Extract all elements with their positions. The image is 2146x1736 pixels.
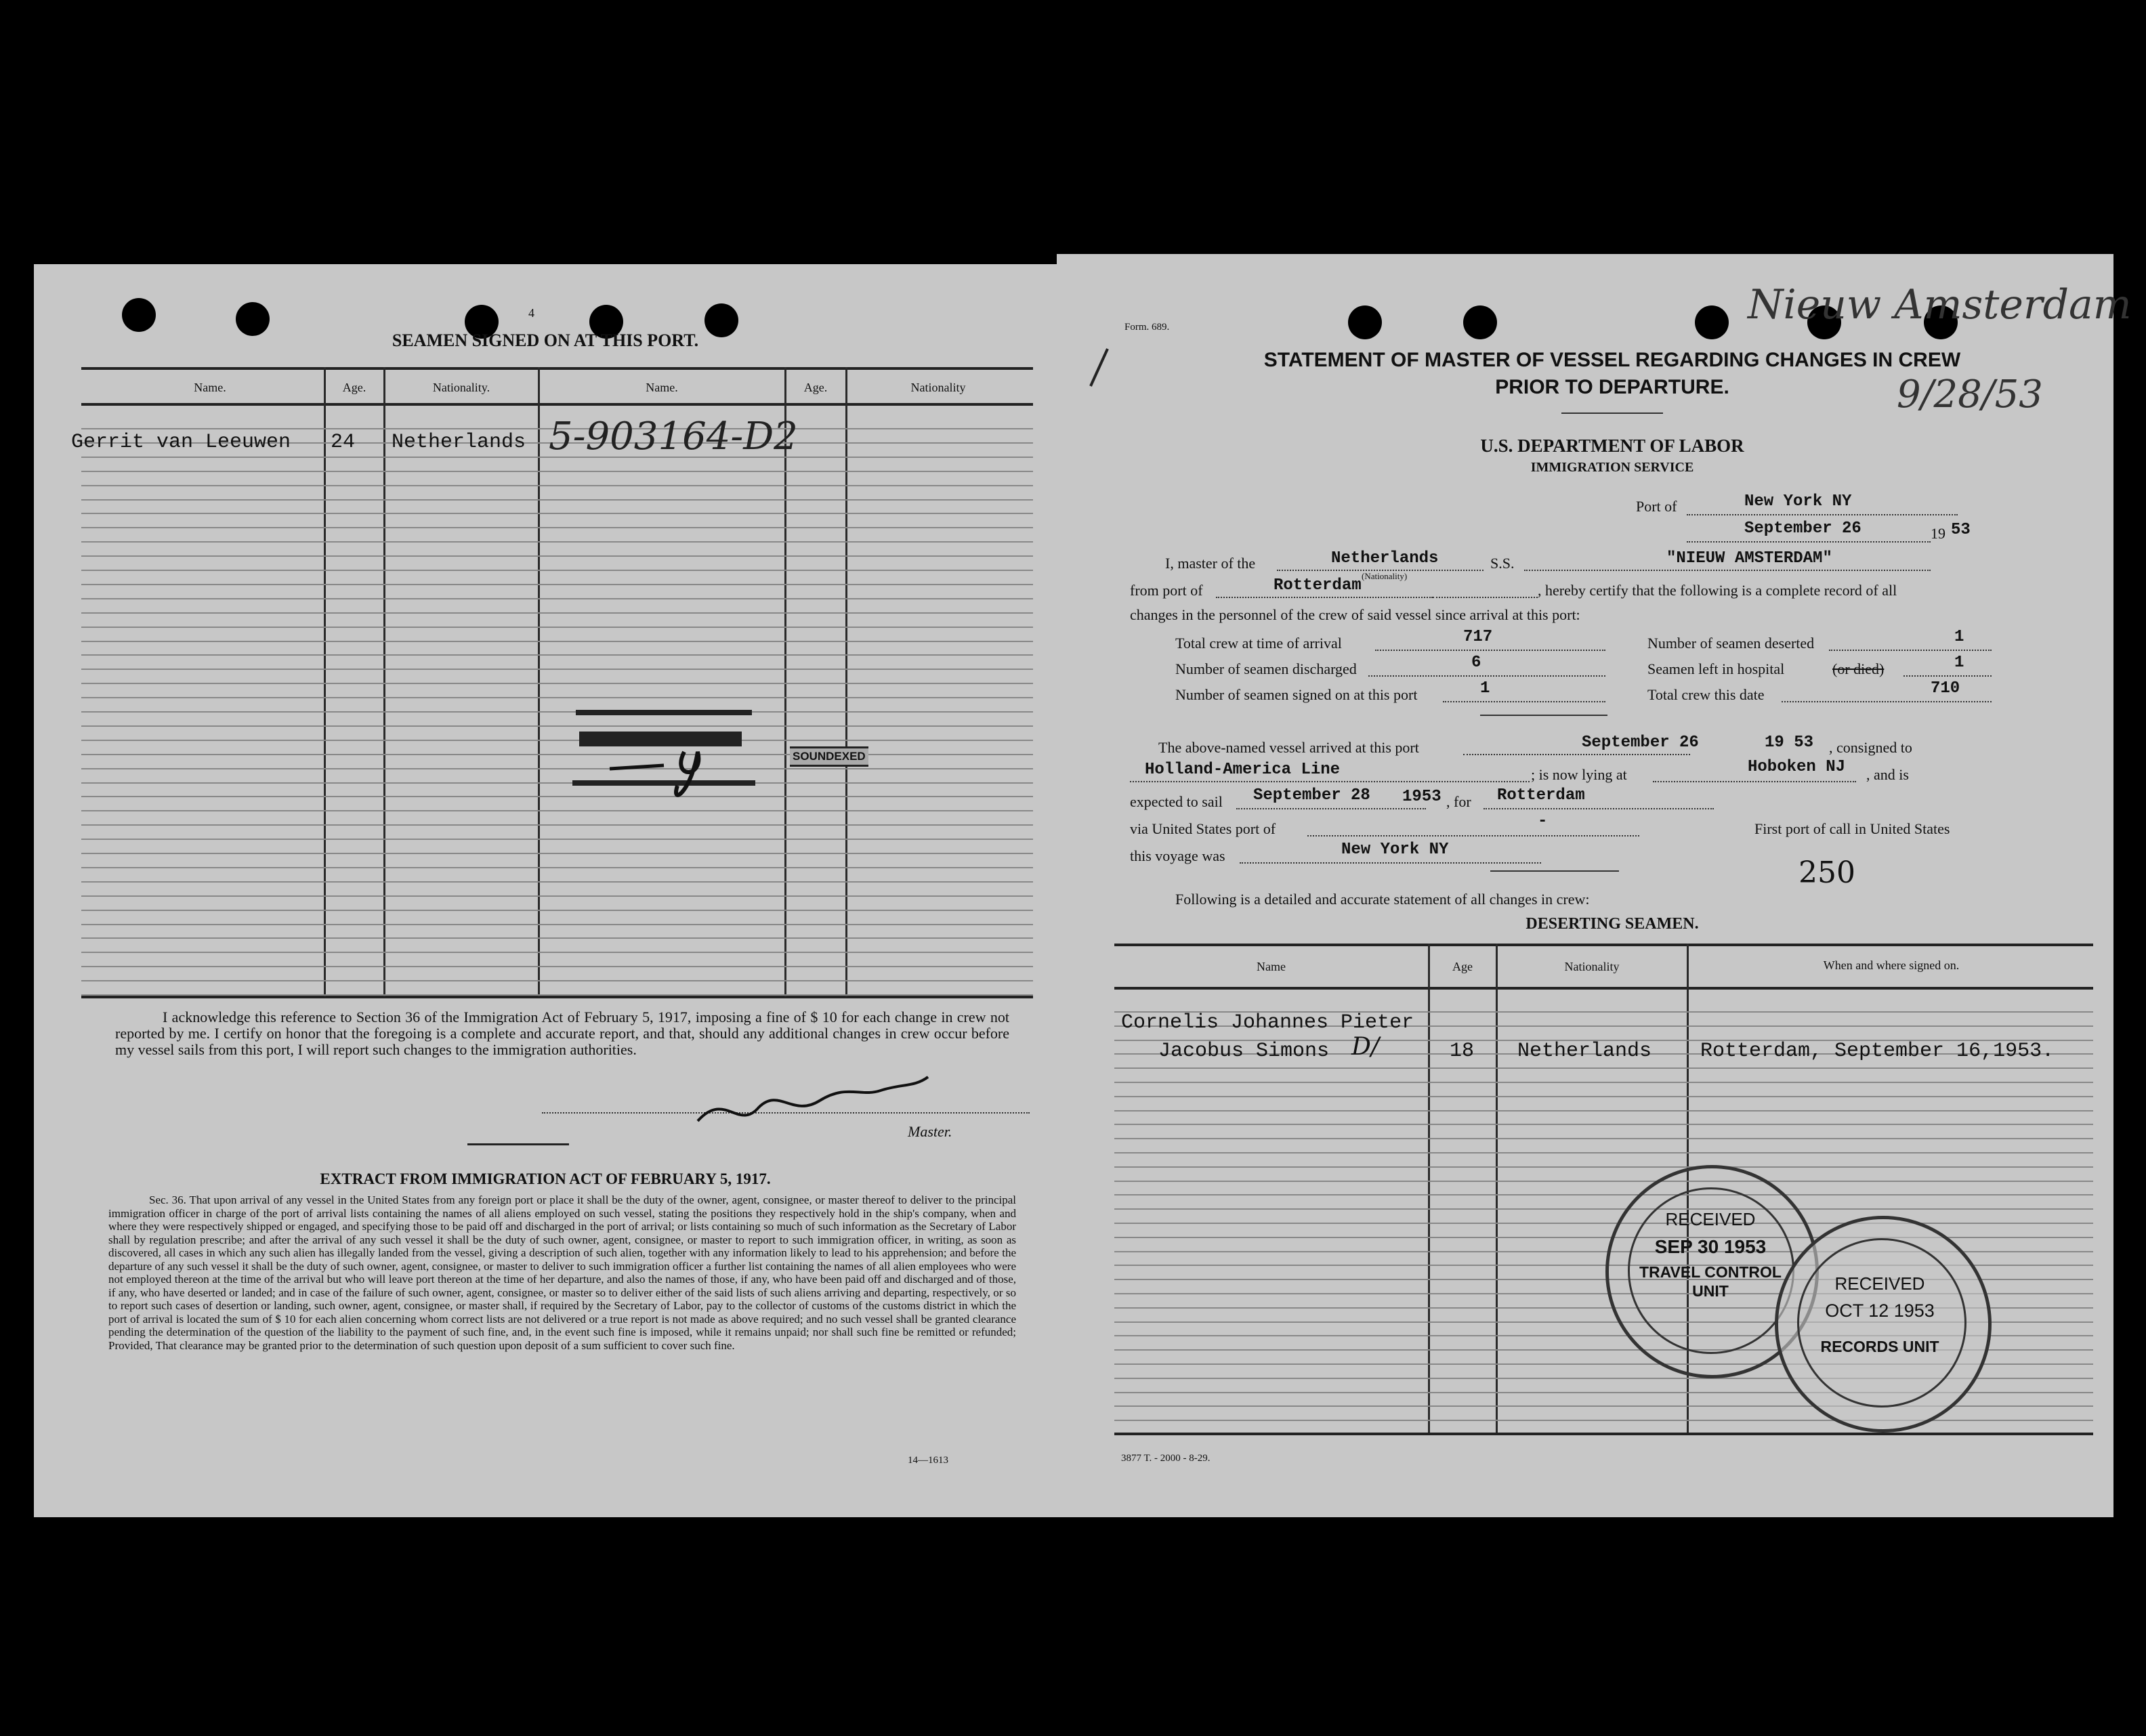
deserter-name-line1: Cornelis Johannes Pieter <box>1121 1011 1414 1034</box>
expected-value: September 28 <box>1253 786 1370 805</box>
from-port-label: from port of <box>1130 582 1203 599</box>
nationality-value: Netherlands <box>1331 549 1439 568</box>
column-header: Age <box>1452 960 1473 973</box>
punch-hole <box>1695 305 1729 339</box>
expected-year: 1953 <box>1402 788 1442 806</box>
handwritten-file-number: 5-903164-D2 <box>549 415 798 459</box>
via-label: via United States port of <box>1130 820 1276 837</box>
year-value: 53 <box>1951 521 1971 539</box>
right-print-code: 3877 T. - 2000 - 8-29. <box>1121 1453 1211 1464</box>
stamp2-line1: RECEIVED <box>1834 1273 1925 1294</box>
service: IMMIGRATION SERVICE <box>1530 460 1694 475</box>
voyage-value: New York NY <box>1341 841 1449 859</box>
port-value: New York NY <box>1744 492 1852 511</box>
total-crew-date: 710 <box>1931 679 1960 698</box>
discharged: 6 <box>1471 654 1481 672</box>
check-mark <box>1087 345 1121 393</box>
file-stamp <box>569 704 765 806</box>
for-label: , for <box>1446 793 1471 810</box>
arrived-year: 19 53 <box>1765 734 1814 752</box>
column-header: Name <box>1257 960 1286 973</box>
column-header: Age. <box>342 381 366 394</box>
column-header: Nationality. <box>432 381 490 394</box>
discharged-label: Number of seamen discharged <box>1175 660 1357 677</box>
deserting-title: DESERTING SEAMEN. <box>1526 915 1699 933</box>
column-header: Name. <box>194 381 226 394</box>
form-title: STATEMENT OF MASTER OF VESSEL REGARDING CHANGES IN CREW <box>1263 349 1961 371</box>
ss-label: S.S. <box>1490 555 1515 572</box>
total-crew-arrival-label: Total crew at time of arrival <box>1175 635 1342 652</box>
arrived-label: The above-named vessel arrived at this port <box>1158 739 1419 756</box>
handwritten-vessel: Nieuw Amsterdam <box>1748 281 2132 329</box>
punch-hole <box>122 298 156 332</box>
certify-text-2: changes in the personnel of the crew of said vessel since arrival at this port: <box>1130 606 1580 623</box>
stamp1-line2: SEP 30 1953 <box>1654 1236 1767 1257</box>
handwritten-250: 250 <box>1798 855 1855 890</box>
voyage-label: this voyage was <box>1130 847 1225 864</box>
first-port-label: First port of call in United States <box>1754 820 1950 837</box>
handwritten-date: 9/28/53 <box>1897 373 2043 417</box>
acknowledgement-text: I acknowledge this reference to Section 36 of the Immigration Act of February 5, 1917, imposing a fine of $ 10 for each change in crew not reported by me. I certify on honor that the foregoing is a complete and accurate report, and that, should any additional changes in crew occur before my vessel sails from this port, I will report such changes to the immigration authorities. <box>115 1009 1009 1058</box>
from-port-value: Rotterdam <box>1274 576 1362 595</box>
signed-on: 1 <box>1480 679 1490 698</box>
right-page <box>1057 254 2132 1517</box>
and-is: , and is <box>1866 766 1909 783</box>
extract-title: EXTRACT FROM IMMIGRATION ACT OF FEBRUARY 5, 1917. <box>320 1170 771 1187</box>
deserted: 1 <box>1954 628 1964 646</box>
master-of-label: I, master of the <box>1165 555 1256 572</box>
stamp2-line3: RECORDS UNIT <box>1820 1338 1939 1355</box>
stamp1-line1: RECEIVED <box>1665 1209 1756 1229</box>
left-title: SEAMEN SIGNED ON AT THIS PORT. <box>392 331 699 350</box>
total-crew-date-label: Total crew this date <box>1647 686 1765 703</box>
port-label: Port of <box>1636 498 1677 515</box>
lying-value: Hoboken NJ <box>1748 758 1846 776</box>
via-value: - <box>1538 812 1548 830</box>
stamp2-line2: OCT 12 1953 <box>1825 1300 1935 1321</box>
seaman-age: 24 <box>331 431 356 454</box>
extract-text: Sec. 36. That upon arrival of any vessel in the United States from any foreign port or place it shall be the duty of the owner, agent, consignee, or master thereof to deliver to the principal immigration officer in charge of the port of arrival lists containing the names of all aliens employed on such vessel, stating the positions they respectively hold in the ship's company, when and where they were respectively shipped or engaged, and specifying those to be paid off and discharged in the port of arrival; or lists containing so much of such information as the Secretary of Labor shall by regulation prescribe; and after the arrival of any such vessel it shall be the duty of such owner, agent, consignee, or master to report to such immigration officer, in writing, as soon as discovered, all cases in which any such alien has illegally landed from the vessel, giving a description of such alien, together with any information likely to lead to his apprehension; and before the departure of any such vessel it shall be the duty of such owner, agent, consignee, or master to deliver to such immigration officer a further list containing the names of all alien employees who were not employed thereon at the time of the arrival but who will leave port thereon at the time of her departure, and also the names of those, if any, who have been paid off and discharged and of those, if any, who have deserted or landed; and in case of the failure of such owner, agent, consignee, or master so to deliver either of the said lists of such aliens arriving and departing, respectively, or so to report such cases of desertion or landing, such owner, agent, consignee, or master shall, if required by the Secretary of Labor, pay to the collector of customs of the customs district in which the port of arrival is located the sum of $ 10 for each alien concerning whom correct lists are not delivered or a true report is not made as above required; and no such vessel shall be granted clearance pending the determination of the question of the liability to the payment of such fine, and, in the event such fine is imposed, while it remains unpaid; nor shall such fine be remitted or refunded; Provided, That clearance may be granted prior to the determination of such question upon deposit of a sum sufficient to cover such fine. <box>108 1193 1016 1352</box>
deserter-nationality: Netherlands <box>1517 1040 1652 1063</box>
total-crew-arrival: 717 <box>1463 628 1493 646</box>
signed-on-label: Number of seamen signed on at this port <box>1175 686 1418 703</box>
following-text: Following is a detailed and accurate statement of all changes in crew: <box>1175 891 1590 908</box>
print-code: 14—1613 <box>908 1455 948 1466</box>
year-prefix: 19 <box>1931 525 1945 542</box>
master-label: Master. <box>908 1123 952 1140</box>
seaman-name: Gerrit van Leeuwen <box>71 431 291 454</box>
stamp1-line3: TRAVEL CONTROL <box>1639 1263 1782 1281</box>
form-number: Form. 689. <box>1124 322 1170 333</box>
column-header: Name. <box>646 381 678 394</box>
column-header: When and where signed on. <box>1823 958 1960 972</box>
expected-label: expected to sail <box>1130 793 1223 810</box>
for-value: Rotterdam <box>1497 786 1585 805</box>
seaman-nationality: Netherlands <box>392 431 526 454</box>
certify-text: , hereby certify that the following is a complete record of all <box>1538 582 1897 599</box>
deserted-label: Number of seamen deserted <box>1647 635 1815 652</box>
master-signature <box>684 1070 955 1131</box>
left-page <box>34 264 1057 1517</box>
hospital-struck: (or died) <box>1832 660 1885 677</box>
deserter-signed-on: Rotterdam, September 16,1953. <box>1700 1040 2055 1063</box>
soundexed-stamp: SOUNDEXED <box>790 746 868 767</box>
stamp1-line4: UNIT <box>1692 1282 1729 1300</box>
consignee: Holland-America Line <box>1145 761 1341 779</box>
nationality-caption: (Nationality) <box>1362 571 1408 581</box>
consigned-label: , consigned to <box>1829 739 1912 756</box>
deserter-age: 18 <box>1450 1040 1475 1063</box>
page-number: 4 <box>528 306 534 320</box>
column-header: Age. <box>803 381 828 394</box>
arrived-value: September 26 <box>1582 734 1699 752</box>
form-subtitle: PRIOR TO DEPARTURE. <box>1495 376 1729 398</box>
deserter-name-line2: Jacobus Simons <box>1158 1040 1330 1063</box>
column-header: Nationality <box>910 381 966 394</box>
hospital-label: Seamen left in hospital <box>1647 660 1785 677</box>
hospital: 1 <box>1954 654 1964 672</box>
column-header: Nationality <box>1564 960 1620 973</box>
lying-label: ; is now lying at <box>1531 766 1627 783</box>
punch-hole <box>1348 305 1382 339</box>
department: U.S. DEPARTMENT OF LABOR <box>1480 436 1744 456</box>
ship-value: "NIEUW AMSTERDAM" <box>1666 549 1832 568</box>
date-value: September 26 <box>1744 520 1861 538</box>
deserter-mark: D/ <box>1351 1033 1379 1061</box>
punch-hole <box>1463 305 1497 339</box>
